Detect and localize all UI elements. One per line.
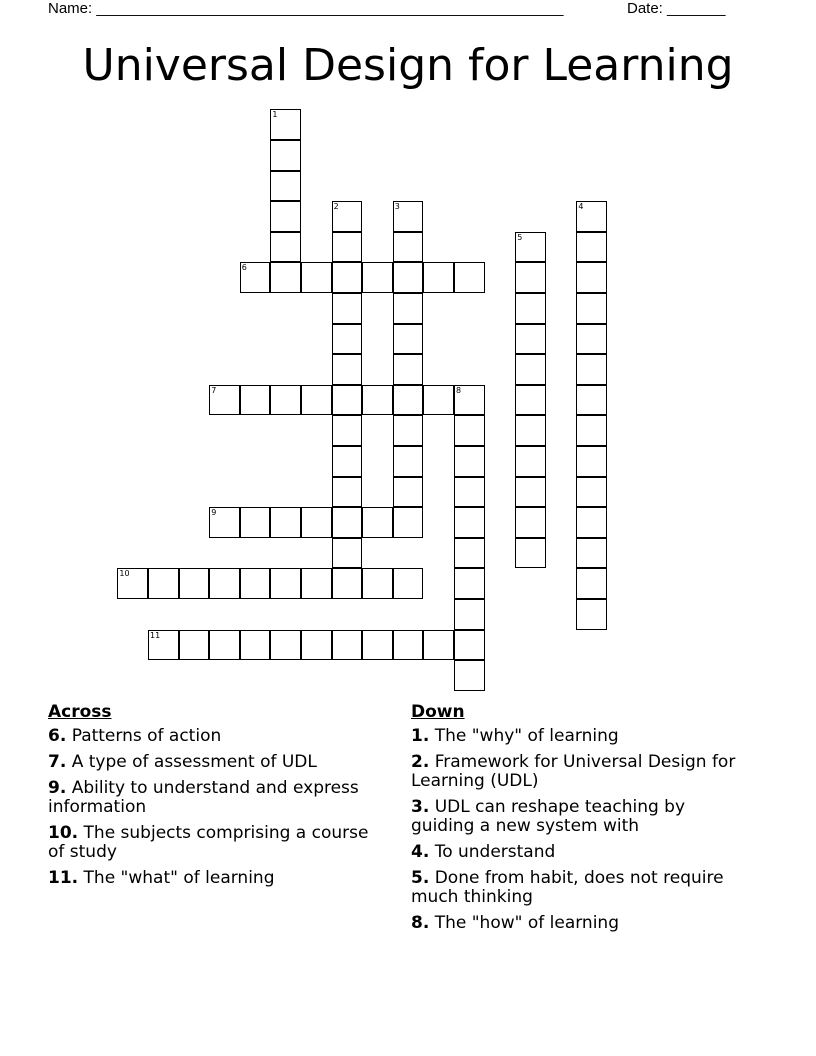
grid-cell[interactable] <box>576 415 607 446</box>
grid-cell[interactable] <box>240 568 271 599</box>
grid-cell[interactable] <box>332 446 363 477</box>
grid-cell[interactable] <box>332 477 363 508</box>
grid-cell[interactable] <box>576 354 607 385</box>
page-title: Universal Design for Learning <box>82 40 734 91</box>
clue-text: Done from habit, does not require much thinking <box>411 868 724 907</box>
grid-cell[interactable] <box>454 477 485 508</box>
across-clue <box>48 824 378 862</box>
grid-cell[interactable] <box>393 630 424 661</box>
grid-cell[interactable] <box>179 568 210 599</box>
grid-cell[interactable] <box>240 507 271 538</box>
clue-number: 6 <box>241 263 247 273</box>
clue-text: The "why" of learning <box>429 726 619 746</box>
grid-cell[interactable] <box>148 568 179 599</box>
clue-number: 7 <box>211 385 217 395</box>
clue-text: A type of assessment of UDL <box>66 752 317 772</box>
clue-text: To understand <box>429 842 556 862</box>
grid-cell[interactable] <box>576 232 607 263</box>
grid-cell[interactable] <box>576 507 607 538</box>
grid-cell[interactable] <box>332 507 363 538</box>
grid-cell[interactable] <box>454 415 485 446</box>
grid-cell[interactable] <box>362 385 393 416</box>
clue-number: 11 <box>150 630 161 640</box>
down-heading: Down <box>411 702 465 722</box>
grid-cell[interactable] <box>301 568 332 599</box>
grid-cell[interactable] <box>393 477 424 508</box>
grid-cell[interactable] <box>332 568 363 599</box>
across-clue <box>48 869 378 888</box>
grid-cell[interactable] <box>209 385 240 416</box>
down-clue <box>411 843 751 862</box>
grid-cell[interactable] <box>393 324 424 355</box>
grid-cell[interactable] <box>148 630 179 661</box>
grid-cell[interactable] <box>270 201 301 232</box>
clue-text: Ability to understand and express information <box>48 778 359 817</box>
across-clues <box>48 703 378 895</box>
down-clue <box>411 914 751 933</box>
grid-cell[interactable] <box>454 630 485 661</box>
grid-cell[interactable] <box>301 385 332 416</box>
clue-number: 9 <box>211 508 217 518</box>
clue-number: 10 <box>119 569 130 579</box>
down-clues <box>411 703 751 940</box>
grid-cell[interactable] <box>515 477 546 508</box>
grid-cell[interactable] <box>332 354 363 385</box>
clue-number: 9. <box>48 778 67 798</box>
across-clue <box>48 779 378 817</box>
across-clue <box>48 753 378 772</box>
grid-cell[interactable] <box>576 599 607 630</box>
down-clue <box>411 753 751 791</box>
grid-cell[interactable] <box>209 630 240 661</box>
grid-cell[interactable] <box>393 232 424 263</box>
clue-number: 8. <box>411 913 430 933</box>
grid-cell[interactable] <box>332 201 363 232</box>
grid-cell[interactable] <box>209 568 240 599</box>
across-clue <box>48 727 378 746</box>
grid-cell[interactable] <box>270 171 301 202</box>
grid-cell[interactable] <box>393 354 424 385</box>
grid-cell[interactable] <box>515 262 546 293</box>
grid-cell[interactable] <box>393 293 424 324</box>
clue-number: 8 <box>456 385 462 395</box>
grid-cell[interactable] <box>270 232 301 263</box>
grid-cell[interactable] <box>515 538 546 569</box>
clue-number: 5. <box>411 868 430 888</box>
date-field[interactable]: Date: _______ <box>627 0 726 17</box>
grid-cell[interactable] <box>393 568 424 599</box>
grid-cell[interactable] <box>454 660 485 691</box>
grid-cell[interactable] <box>240 385 271 416</box>
grid-cell[interactable] <box>301 262 332 293</box>
clue-text: Patterns of action <box>66 726 222 746</box>
grid-cell[interactable] <box>454 262 485 293</box>
grid-cell[interactable] <box>332 262 363 293</box>
clue-text: UDL can reshape teaching by guiding a new system with <box>411 797 686 836</box>
clue-text: The "how" of learning <box>429 913 619 933</box>
down-clue <box>411 869 751 907</box>
grid-cell[interactable] <box>515 385 546 416</box>
grid-cell[interactable] <box>332 538 363 569</box>
clue-text: The "what" of learning <box>78 868 275 888</box>
grid-cell[interactable] <box>576 477 607 508</box>
down-clue <box>411 798 751 836</box>
grid-cell[interactable] <box>515 446 546 477</box>
clue-number: 2 <box>333 202 339 212</box>
grid-cell[interactable] <box>423 262 454 293</box>
grid-cell[interactable] <box>240 262 271 293</box>
clue-number: 3 <box>394 202 400 212</box>
grid-cell[interactable] <box>270 630 301 661</box>
grid-cell[interactable] <box>454 507 485 538</box>
grid-cell[interactable] <box>515 415 546 446</box>
grid-cell[interactable] <box>270 262 301 293</box>
down-clue <box>411 727 751 746</box>
clue-number: 1. <box>411 726 430 746</box>
clue-number: 11. <box>48 868 79 888</box>
grid-cell[interactable] <box>454 446 485 477</box>
grid-cell[interactable] <box>576 201 607 232</box>
grid-cell[interactable] <box>362 507 393 538</box>
grid-cell[interactable] <box>362 630 393 661</box>
grid-cell[interactable] <box>270 385 301 416</box>
grid-cell[interactable] <box>270 140 301 171</box>
grid-cell[interactable] <box>209 507 240 538</box>
grid-cell[interactable] <box>576 538 607 569</box>
grid-cell[interactable] <box>332 293 363 324</box>
grid-cell[interactable] <box>576 324 607 355</box>
clue-number: 5 <box>517 232 523 242</box>
grid-cell[interactable] <box>576 293 607 324</box>
grid-cell[interactable] <box>515 324 546 355</box>
grid-cell[interactable] <box>301 630 332 661</box>
clue-number: 6. <box>48 726 67 746</box>
grid-cell[interactable] <box>179 630 210 661</box>
clue-text: The subjects comprising a course of study <box>48 823 369 862</box>
clue-number: 4 <box>578 202 584 212</box>
grid-cell[interactable] <box>515 354 546 385</box>
clue-number: 1 <box>272 110 278 120</box>
grid-cell[interactable] <box>332 385 363 416</box>
grid-cell[interactable] <box>454 568 485 599</box>
grid-cell[interactable] <box>515 293 546 324</box>
grid-cell[interactable] <box>454 538 485 569</box>
grid-cell[interactable] <box>576 262 607 293</box>
grid-cell[interactable] <box>393 507 424 538</box>
grid-cell[interactable] <box>423 385 454 416</box>
grid-cell[interactable] <box>393 385 424 416</box>
clue-number: 2. <box>411 752 430 772</box>
grid-cell[interactable] <box>423 630 454 661</box>
grid-cell[interactable] <box>515 507 546 538</box>
grid-cell[interactable] <box>576 568 607 599</box>
grid-cell[interactable] <box>576 446 607 477</box>
grid-cell[interactable] <box>270 507 301 538</box>
grid-cell[interactable] <box>454 385 485 416</box>
grid-cell[interactable] <box>515 232 546 263</box>
clue-text: Framework for Universal Design for Learning (UDL) <box>411 752 736 791</box>
clue-number: 7. <box>48 752 67 772</box>
grid-cell[interactable] <box>362 568 393 599</box>
grid-cell[interactable] <box>393 415 424 446</box>
grid-cell[interactable] <box>332 630 363 661</box>
grid-cell[interactable] <box>117 568 148 599</box>
grid-cell[interactable] <box>332 415 363 446</box>
grid-cell[interactable] <box>301 507 332 538</box>
grid-cell[interactable] <box>393 262 424 293</box>
grid-cell[interactable] <box>393 446 424 477</box>
grid-cell[interactable] <box>454 599 485 630</box>
grid-cell[interactable] <box>332 324 363 355</box>
grid-cell[interactable] <box>393 201 424 232</box>
grid-cell[interactable] <box>270 109 301 140</box>
grid-cell[interactable] <box>332 232 363 263</box>
clue-number: 4. <box>411 842 430 862</box>
grid-cell[interactable] <box>240 630 271 661</box>
grid-cell[interactable] <box>270 568 301 599</box>
grid-cell[interactable] <box>362 262 393 293</box>
clue-number: 3. <box>411 797 430 817</box>
clue-number: 10. <box>48 823 79 843</box>
name-field[interactable]: Name: ________________________________________________________ <box>48 0 564 17</box>
across-heading: Across <box>48 702 112 722</box>
grid-cell[interactable] <box>576 385 607 416</box>
